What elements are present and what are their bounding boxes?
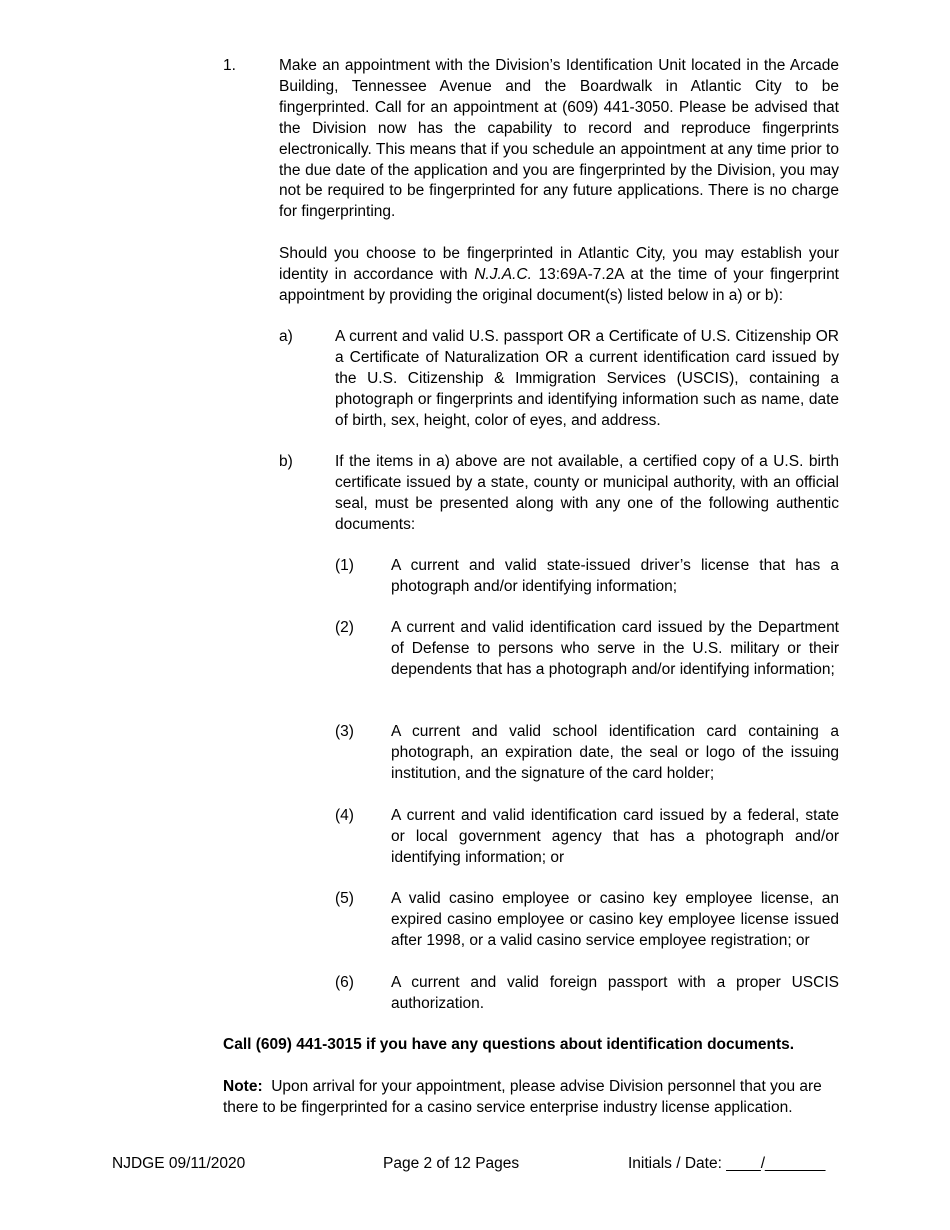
note-text: Upon arrival for your appointment, please advise Division personnel that you are there to be fingerprinted for a casino service enterprise industry license application.	[223, 1078, 827, 1116]
document-4-text: A current and valid identification card issued by a federal, state or local government agency that has a photograph and/or identifying information; or	[391, 807, 839, 866]
document-1-text: A current and valid state-issued driver’s license that has a photograph and/or identifying information;	[391, 557, 839, 595]
footer-page-number: Page 2 of 12 Pages	[383, 1155, 520, 1172]
document-4-label: (4)	[335, 807, 354, 824]
option-a-text: A current and valid U.S. passport OR a Certificate of U.S. Citizenship OR a Certificate of Naturalization OR a current identification card issued by the U.S. Citizenship & Immigration Services (USCIS), containing a photograph or fingerprints and identifying information such as name, date of birth, sex, height, color of eyes, and address.	[335, 328, 839, 429]
document-6-label: (6)	[335, 974, 354, 991]
option-b-text: If the items in a) above are not available, a certified copy of a U.S. birth certificate issued by a state, county or municipal authority, with an official seal, must be presented along with any one of the following authentic documents:	[335, 453, 839, 533]
note-label: Note:	[223, 1078, 263, 1095]
item-1-paragraph: Make an appointment with the Division’s Identification Unit located in the Arcade Building, Tennessee Avenue and the Boardwalk in Atlantic City to be fingerprinted. Call for an appointment at (609) 441-3050. Please be advised that the Division now has the capability to record and reproduce fingerprints electronically. This means that if you schedule an appointment at any time prior to the due date of the application and you are fingerprinted by the Division, you may not be required to be fingerprinted for any future applications. There is no charge for fingerprinting.	[279, 57, 839, 221]
document-1-label: (1)	[335, 557, 354, 574]
item-1-number: 1.	[223, 57, 236, 74]
document-3-label: (3)	[335, 723, 354, 740]
footer-initials-date: Initials / Date: ____/_______	[628, 1155, 826, 1172]
identity-text-before: Should you choose to be fingerprinted in Atlantic City, you may establish your identity in accordance with	[279, 245, 839, 283]
item-1-identity-paragraph	[279, 244, 839, 307]
document-5-label: (5)	[335, 890, 354, 907]
document-3-text: A current and valid school identification card containing a photograph, an expiration date, the seal or logo of the issuing institution, and the signature of the card holder;	[391, 723, 839, 782]
questions-call-line: Call (609) 441-3015 if you have any questions about identification documents.	[223, 1036, 795, 1053]
identity-text-after: 13:69A-7.2A at the time of your fingerprint appointment by providing the original document(s) listed below in a) or b):	[279, 265, 839, 304]
footer-revision: NJDGE 09/11/2020	[112, 1155, 246, 1172]
document-2-label: (2)	[335, 619, 354, 636]
appointment-note	[223, 1077, 843, 1119]
option-b-label: b)	[279, 453, 293, 470]
document-6-text: A current and valid foreign passport with a proper USCIS authorization.	[391, 974, 839, 1012]
njac-citation: N.J.A.C.	[474, 265, 532, 283]
option-a-label: a)	[279, 328, 293, 345]
document-5-text: A valid casino employee or casino key employee license, an expired casino employee or casino key employee license issued after 1998, or a valid casino service employee registration; or	[391, 890, 839, 949]
document-2-text: A current and valid identification card issued by the Department of Defense to persons who serve in the U.S. military or their dependents that has a photograph and/or identifying information;	[391, 619, 839, 678]
